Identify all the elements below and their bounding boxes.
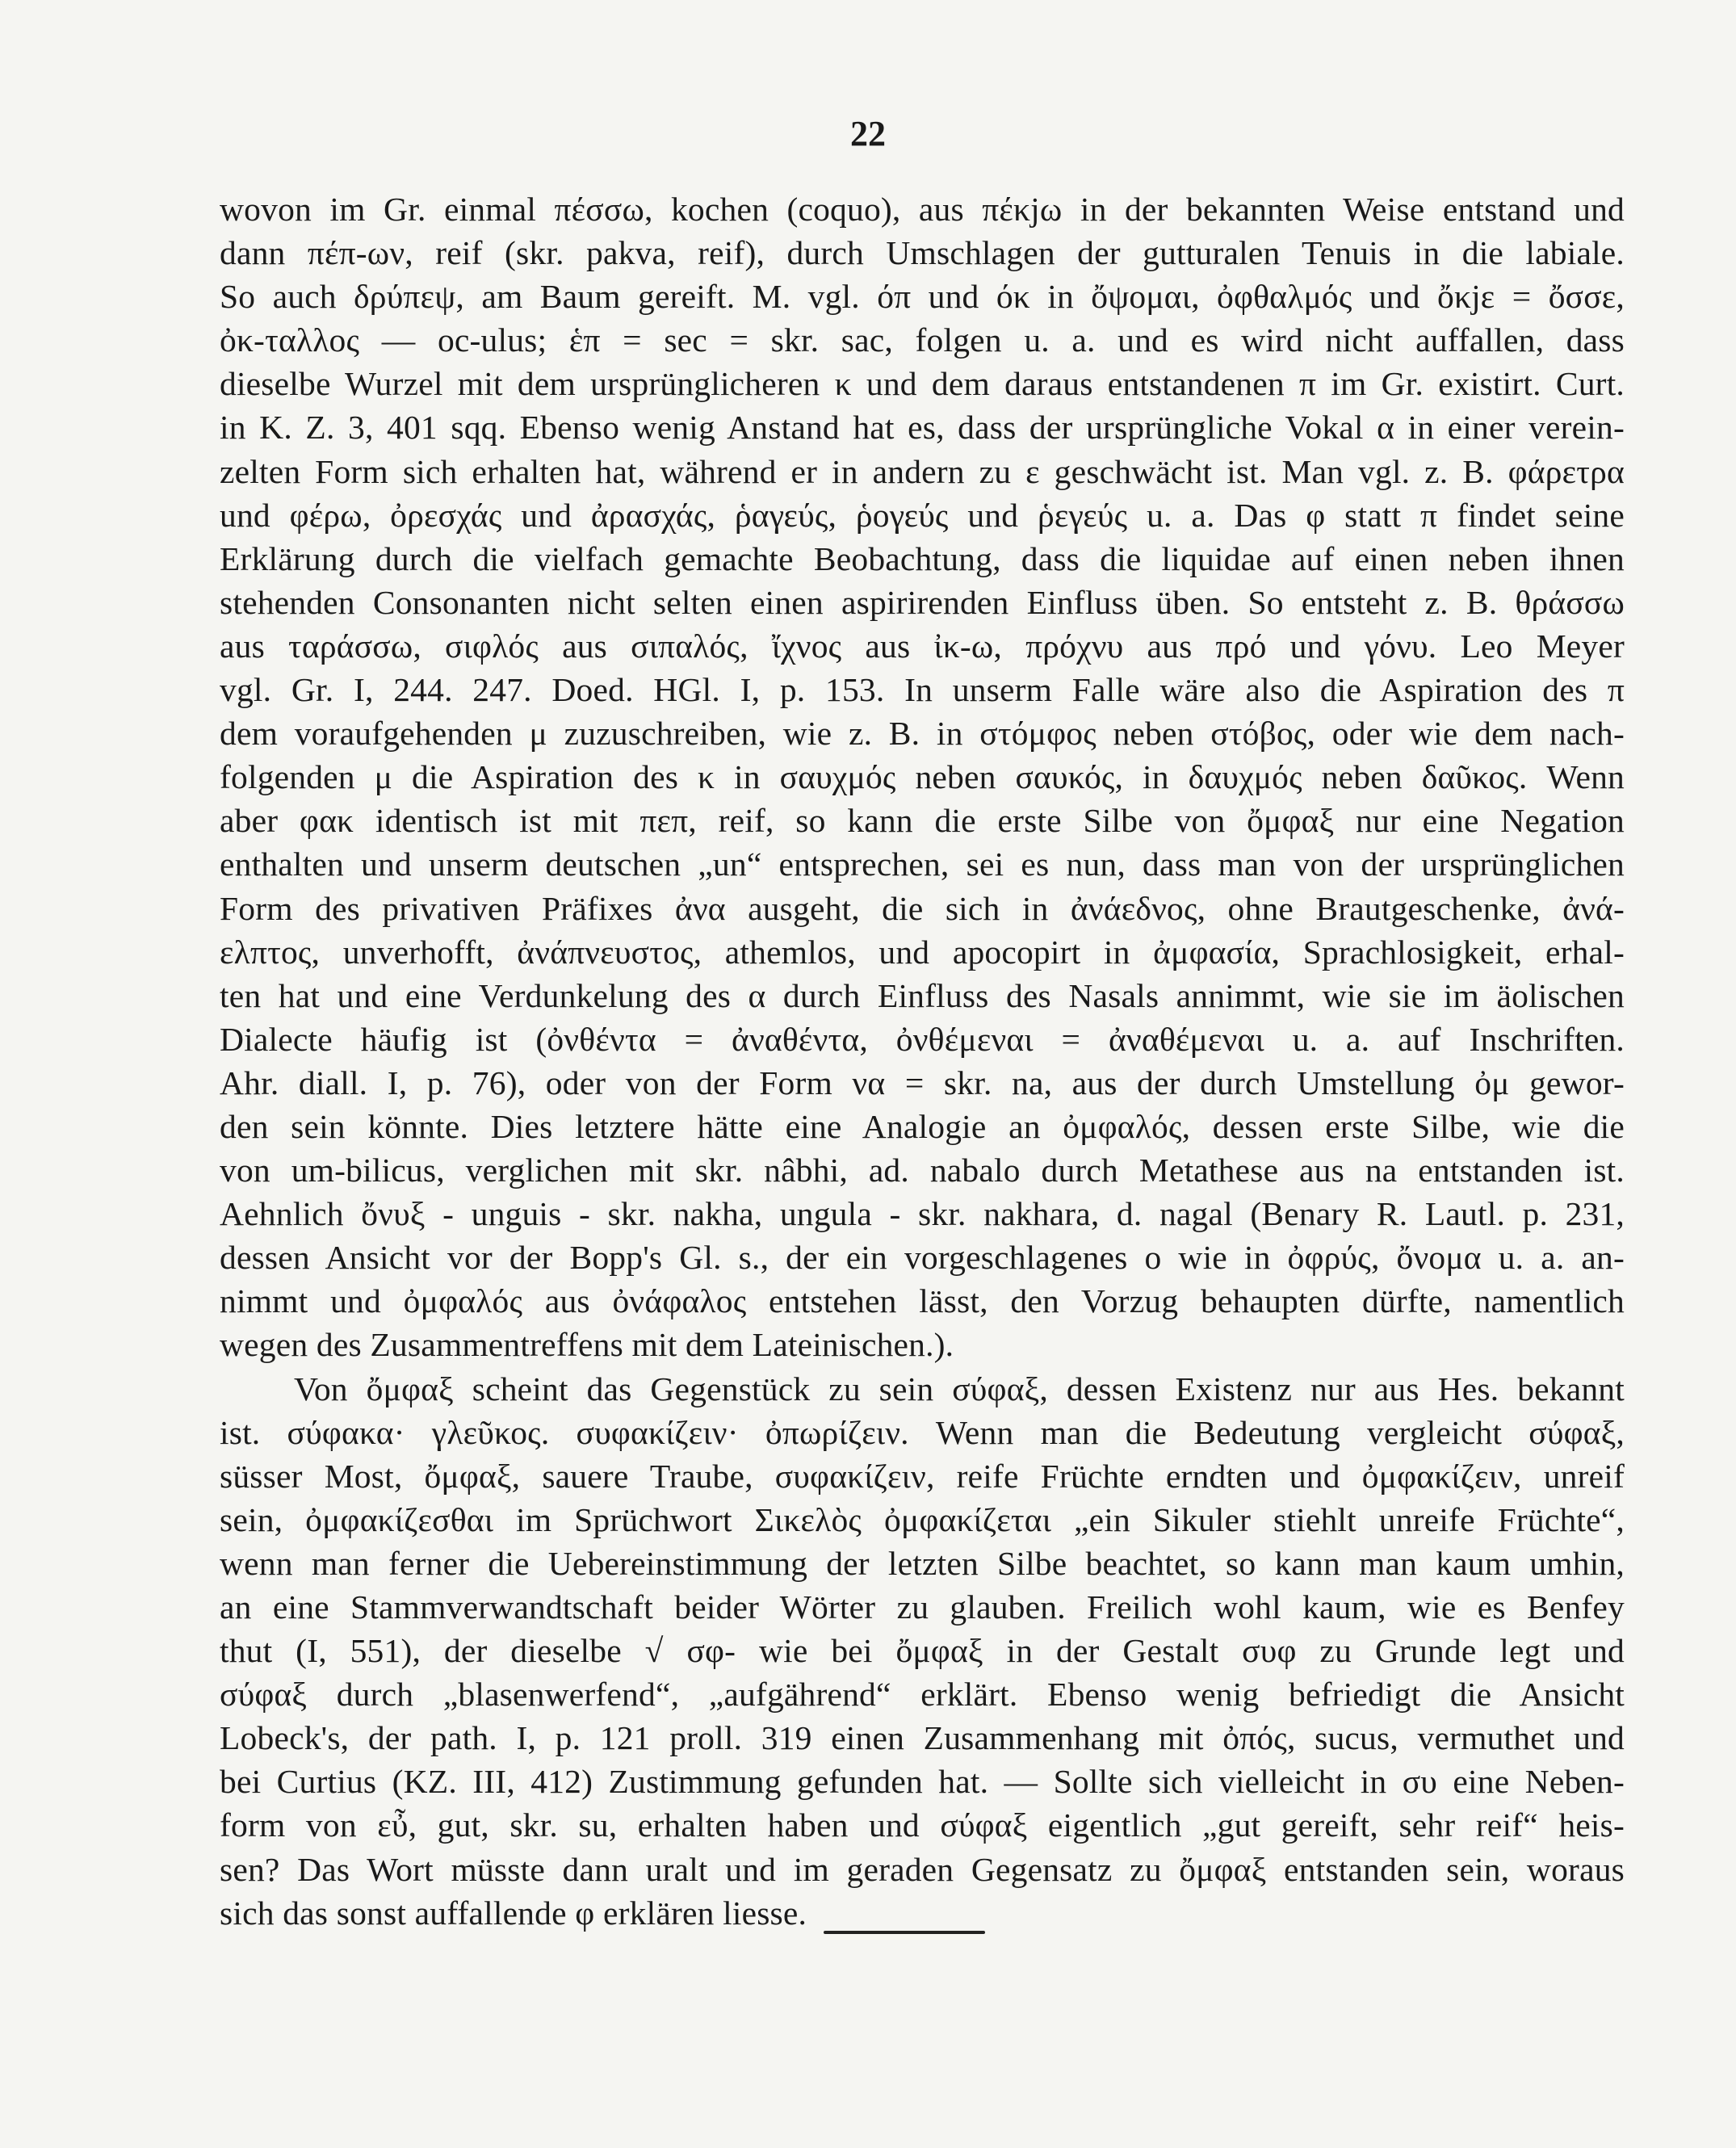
text-line: bei Curtius (KZ. III, 412) Zustimmung gefunden hat. — Sollte sich vielleicht in συ eine Neben- — [220, 1763, 1625, 1801]
text-line: nimmt und ὀμφαλός aus ὀνάφαλος entstehen lässt, den Vorzug behaupten dürfte, namentlich — [220, 1282, 1625, 1320]
text-line: folgenden μ die Aspiration des κ in σαυχμός neben σαυκός, in δαυχμός neben δαῦκος. Wenn — [220, 758, 1625, 796]
text-line: wovon im Gr. einmal πέσσω, kochen (coquo), aus πέκjω in der bekannten Weise entstand und — [220, 191, 1625, 228]
text-line: Erklärung durch die vielfach gemachte Beobachtung, dass die liquidae auf einen neben ihnen — [220, 539, 1625, 577]
text-line: sen? Das Wort müsste dann uralt und im geraden Gegensatz zu ὄμφαξ entstanden sein, woraus — [220, 1850, 1625, 1888]
text-line: σύφαξ durch „blasenwerfend“, „aufgährend“ erklärt. Ebenso wenig befriedigt die Ansicht — [220, 1676, 1625, 1714]
text-line: in K. Z. 3, 401 sqq. Ebenso wenig Anstand hat es, dass der ursprüngliche Vokal α in einer verein- — [220, 409, 1625, 447]
body-text — [220, 187, 1625, 1935]
text-line: ist. σύφακα· γλεῦκος. συφακίζειν· ὀπωρίζειν. Wenn man die Bedeutung vergleicht σύφαξ, — [220, 1413, 1625, 1451]
text-line: dann πέπ-ων, reif (skr. pakva, reif), durch Umschlagen der gutturalen Tenuis in die labiale. — [220, 234, 1625, 272]
text-line: thut (I, 551), der dieselbe √ σφ- wie bei ὄμφαξ in der Gestalt συφ zu Grunde legt und — [220, 1632, 1625, 1670]
text-line: an eine Stammverwandtschaft beider Wörter zu glauben. Freilich wohl kaum, wie es Benfey — [220, 1588, 1625, 1626]
section-divider — [824, 1931, 985, 1934]
text-line: dessen Ansicht vor der Bopp's Gl. s., der ein vorgeschlagenes ο wie in ὀφρύς, ὄνομα u. a. an- — [220, 1239, 1625, 1277]
text-line: dieselbe Wurzel mit dem ursprünglicheren κ und dem daraus entstandenen π im Gr. existirt. Curt. — [220, 365, 1625, 403]
text-line: ελπτος, unverhofft, ἀνάπνευστος, athemlos, und apocopirt in ἀμφασία, Sprachlosigkeit, erhal- — [220, 933, 1625, 971]
text-line: süsser Most, ὄμφαξ, sauere Traube, συφακίζειν, reife Früchte erndten und ὀμφακίζειν, unreif — [220, 1457, 1625, 1495]
text-line: So auch δρύπεψ, am Baum gereift. M. vgl. όπ und όκ in ὄψομαι, ὀφθαλμός und ὄκjε = ὄσσε, — [220, 278, 1625, 316]
text-line: enthalten und unserm deutschen „un“ entsprechen, sei es nun, dass man von der ursprünglichen — [220, 845, 1625, 883]
text-line: form von εὖ, gut, skr. su, erhalten haben und σύφαξ eigentlich „gut gereift, sehr reif“ heis- — [220, 1806, 1625, 1844]
text-line: sich das sonst auffallende φ erklären liesse. — [220, 1894, 807, 1932]
text-line: und φέρω, ὀρεσχάς und ἀρασχάς, ῥαγεύς, ῥογεύς und ῥεγεύς u. a. Das φ statt π findet seine — [220, 496, 1625, 534]
text-line: zelten Form sich erhalten hat, während er in andern zu ε geschwächt ist. Man vgl. z. B. φάρετρα — [220, 452, 1625, 490]
text-line: aus ταράσσω, σιφλός aus σιπαλός, ἴχνος aus ἰκ-ω, πρόχνυ aus πρό und γόνυ. Leo Meyer — [220, 627, 1625, 665]
text-line: vgl. Gr. I, 244. 247. Doed. HGl. I, p. 153. In unserm Falle wäre also die Aspiration des π — [220, 671, 1625, 709]
text-line: Form des privativen Präfixes ἀνα ausgeht, die sich in ἀνάεδνος, ohne Brautgeschenke, ἀνά- — [220, 889, 1625, 927]
text-line: Aehnlich ὄνυξ - unguis - skr. nakha, ungula - skr. nakhara, d. nagal (Benary R. Lautl. p. 231, — [220, 1195, 1625, 1233]
text-line: den sein könnte. Dies letztere hätte eine Analogie an ὀμφαλός, dessen erste Silbe, wie die — [220, 1107, 1625, 1145]
text-line: dem voraufgehenden μ zuzuschreiben, wie z. B. in στόμφος neben στόβος, oder wie dem nach- — [220, 715, 1625, 753]
text-line: stehenden Consonanten nicht selten einen aspirirenden Einfluss üben. So entsteht z. B. θράσσω — [220, 583, 1625, 621]
page-number: 22 — [850, 114, 886, 153]
text-line: wenn man ferner die Uebereinstimmung der letzten Silbe beachtet, so kann man kaum umhin, — [220, 1544, 1625, 1582]
text-line: ὀκ-ταλλος — oc-ulus; ἑπ = sec = skr. sac, folgen u. a. und es wird nicht auffallen, dass — [220, 321, 1625, 359]
text-line: Lobeck's, der path. I, p. 121 proll. 319 einen Zusammenhang mit ὀπός, sucus, vermuthet und — [220, 1719, 1625, 1757]
text-line: Von ὄμφαξ scheint das Gegenstück zu sein σύφαξ, dessen Existenz nur aus Hes. bekannt — [294, 1370, 1625, 1408]
text-line: wegen des Zusammentreffens mit dem Lateinischen.). — [220, 1326, 954, 1364]
text-line: ten hat und eine Verdunkelung des α durch Einfluss des Nasals annimmt, wie sie im äolischen — [220, 976, 1625, 1014]
text-line: von um-bilicus, verglichen mit skr. nâbhi, ad. nabalo durch Metathese aus na entstanden ist. — [220, 1152, 1625, 1189]
text-line: sein, ὀμφακίζεσθαι im Sprüchwort Σικελὸς ὀμφακίζεται „ein Sikuler stiehlt unreife Früchte“, — [220, 1500, 1625, 1538]
text-line: aber φακ identisch ist mit πεπ, reif, so kann die erste Silbe von ὄμφαξ nur eine Negation — [220, 802, 1625, 840]
text-line: Ahr. diall. I, p. 76), oder von der Form να = skr. na, aus der durch Umstellung ὀμ gewor- — [220, 1064, 1625, 1101]
text-line: Dialecte häufig ist (ὀνθέντα = ἀναθέντα, ὀνθέμεναι = ἀναθέμεναι u. a. auf Inschriften. — [220, 1020, 1625, 1058]
